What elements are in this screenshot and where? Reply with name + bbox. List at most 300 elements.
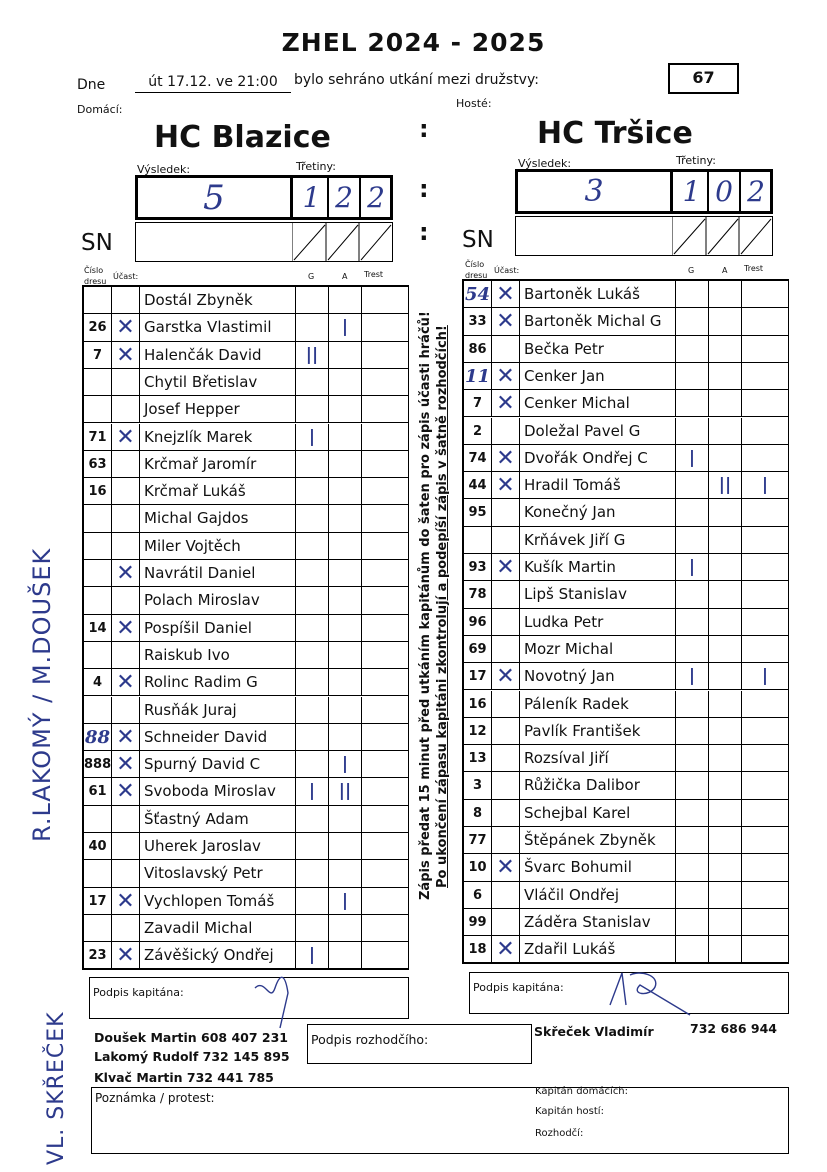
home-attendance-mark[interactable] bbox=[112, 287, 140, 314]
away-assists[interactable] bbox=[709, 527, 742, 554]
away-attendance-mark[interactable]: ✕ bbox=[492, 554, 520, 581]
home-attendance-mark[interactable]: ✕ bbox=[112, 888, 140, 915]
home-penalties[interactable] bbox=[362, 478, 409, 505]
away-player-name[interactable]: Cenker Jan bbox=[520, 363, 676, 390]
away-player-name[interactable]: Růžička Dalibor bbox=[520, 772, 676, 799]
home-penalties[interactable] bbox=[362, 697, 409, 724]
away-goals[interactable] bbox=[676, 772, 709, 799]
away-jersey-number[interactable]: 6 bbox=[464, 882, 492, 909]
away-assists[interactable] bbox=[709, 663, 742, 690]
home-assists[interactable] bbox=[329, 697, 362, 724]
away-penalties[interactable] bbox=[742, 609, 789, 636]
away-goals[interactable] bbox=[676, 418, 709, 445]
away-assists[interactable] bbox=[709, 281, 742, 308]
home-goals[interactable] bbox=[296, 806, 329, 833]
away-penalties[interactable] bbox=[742, 936, 789, 963]
home-assists[interactable] bbox=[329, 724, 362, 751]
home-penalties[interactable] bbox=[362, 314, 409, 341]
away-attendance-mark[interactable]: ✕ bbox=[492, 281, 520, 308]
home-goals[interactable] bbox=[296, 642, 329, 669]
away-attendance-mark[interactable] bbox=[492, 772, 520, 799]
home-player-name[interactable]: Uherek Jaroslav bbox=[140, 833, 296, 860]
away-penalties[interactable] bbox=[742, 882, 789, 909]
away-jersey-number[interactable]: 54 bbox=[464, 281, 492, 308]
home-attendance-mark[interactable]: ✕ bbox=[112, 669, 140, 696]
home-jersey-number[interactable]: 17 bbox=[84, 888, 112, 915]
away-player-name[interactable]: Doležal Pavel G bbox=[520, 418, 676, 445]
home-assists[interactable] bbox=[329, 806, 362, 833]
home-player-name[interactable]: Chytil Břetislav bbox=[140, 369, 296, 396]
away-penalties[interactable] bbox=[742, 418, 789, 445]
home-jersey-number[interactable] bbox=[84, 915, 112, 942]
home-goals[interactable] bbox=[296, 697, 329, 724]
home-assists[interactable] bbox=[329, 451, 362, 478]
home-attendance-mark[interactable] bbox=[112, 642, 140, 669]
home-player-name[interactable]: Svoboda Miroslav bbox=[140, 778, 296, 805]
home-attendance-mark[interactable] bbox=[112, 915, 140, 942]
away-goals[interactable] bbox=[676, 281, 709, 308]
home-player-name[interactable]: Raiskub Ivo bbox=[140, 642, 296, 669]
away-jersey-number[interactable]: 69 bbox=[464, 636, 492, 663]
away-jersey-number[interactable]: 33 bbox=[464, 308, 492, 335]
home-assists[interactable] bbox=[329, 533, 362, 560]
home-assists[interactable] bbox=[329, 369, 362, 396]
away-assists[interactable] bbox=[709, 308, 742, 335]
home-goals[interactable] bbox=[296, 314, 329, 341]
away-penalties[interactable] bbox=[742, 390, 789, 417]
away-attendance-mark[interactable] bbox=[492, 636, 520, 663]
away-assists[interactable] bbox=[709, 554, 742, 581]
home-penalties[interactable] bbox=[362, 560, 409, 587]
home-penalties[interactable] bbox=[362, 915, 409, 942]
away-assists[interactable]: || bbox=[709, 472, 742, 499]
away-goals[interactable] bbox=[676, 882, 709, 909]
away-goals[interactable]: | bbox=[676, 554, 709, 581]
away-player-name[interactable]: Bartoněk Michal G bbox=[520, 308, 676, 335]
away-penalties[interactable] bbox=[742, 499, 789, 526]
home-jersey-number[interactable] bbox=[84, 642, 112, 669]
home-jersey-number[interactable]: 63 bbox=[84, 451, 112, 478]
home-penalties[interactable] bbox=[362, 751, 409, 778]
away-penalties[interactable] bbox=[742, 281, 789, 308]
away-goals[interactable] bbox=[676, 854, 709, 881]
home-attendance-mark[interactable] bbox=[112, 533, 140, 560]
away-penalties[interactable] bbox=[742, 827, 789, 854]
home-player-name[interactable]: Závěšický Ondřej bbox=[140, 942, 296, 969]
home-assists[interactable] bbox=[329, 860, 362, 887]
away-penalties[interactable] bbox=[742, 636, 789, 663]
home-assists[interactable] bbox=[329, 587, 362, 614]
home-assists[interactable] bbox=[329, 642, 362, 669]
away-attendance-mark[interactable]: ✕ bbox=[492, 936, 520, 963]
home-player-name[interactable]: Krčmař Jaromír bbox=[140, 451, 296, 478]
away-goals[interactable] bbox=[676, 527, 709, 554]
away-jersey-number[interactable]: 3 bbox=[464, 772, 492, 799]
away-attendance-mark[interactable]: ✕ bbox=[492, 663, 520, 690]
away-player-name[interactable]: Bečka Petr bbox=[520, 336, 676, 363]
home-player-name[interactable]: Rolinc Radim G bbox=[140, 669, 296, 696]
home-goals[interactable] bbox=[296, 915, 329, 942]
away-player-name[interactable]: Vláčil Ondřej bbox=[520, 882, 676, 909]
away-attendance-mark[interactable]: ✕ bbox=[492, 390, 520, 417]
away-goals[interactable]: | bbox=[676, 663, 709, 690]
away-jersey-number[interactable]: 95 bbox=[464, 499, 492, 526]
away-player-name[interactable]: Záděra Stanislav bbox=[520, 909, 676, 936]
home-penalties[interactable] bbox=[362, 669, 409, 696]
away-jersey-number[interactable]: 17 bbox=[464, 663, 492, 690]
away-player-name[interactable]: Pavlík František bbox=[520, 718, 676, 745]
home-assists[interactable] bbox=[329, 342, 362, 369]
home-assists[interactable] bbox=[329, 478, 362, 505]
home-attendance-mark[interactable]: ✕ bbox=[112, 942, 140, 969]
away-penalties[interactable] bbox=[742, 581, 789, 608]
home-penalties[interactable] bbox=[362, 424, 409, 451]
away-player-name[interactable]: Ludka Petr bbox=[520, 609, 676, 636]
away-player-name[interactable]: Lipš Stanislav bbox=[520, 581, 676, 608]
home-player-name[interactable]: Vitoslavský Petr bbox=[140, 860, 296, 887]
away-assists[interactable] bbox=[709, 772, 742, 799]
home-penalties[interactable] bbox=[362, 778, 409, 805]
away-player-name[interactable]: Konečný Jan bbox=[520, 499, 676, 526]
away-player-name[interactable]: Rozsíval Jiří bbox=[520, 745, 676, 772]
away-player-name[interactable]: Cenker Michal bbox=[520, 390, 676, 417]
away-penalties[interactable] bbox=[742, 691, 789, 718]
home-player-name[interactable]: Dostál Zbyněk bbox=[140, 287, 296, 314]
away-player-name[interactable]: Páleník Radek bbox=[520, 691, 676, 718]
away-player-name[interactable]: Krňávek Jiří G bbox=[520, 527, 676, 554]
away-jersey-number[interactable]: 77 bbox=[464, 827, 492, 854]
home-assists[interactable] bbox=[329, 424, 362, 451]
away-assists[interactable] bbox=[709, 745, 742, 772]
away-penalties[interactable] bbox=[742, 800, 789, 827]
home-attendance-mark[interactable] bbox=[112, 369, 140, 396]
away-goals[interactable] bbox=[676, 336, 709, 363]
home-attendance-mark[interactable] bbox=[112, 806, 140, 833]
away-jersey-number[interactable]: 7 bbox=[464, 390, 492, 417]
home-assists[interactable]: || bbox=[329, 778, 362, 805]
away-attendance-mark[interactable]: ✕ bbox=[492, 472, 520, 499]
away-jersey-number[interactable]: 8 bbox=[464, 800, 492, 827]
home-player-name[interactable]: Knejzlík Marek bbox=[140, 424, 296, 451]
away-goals[interactable] bbox=[676, 745, 709, 772]
home-attendance-mark[interactable] bbox=[112, 587, 140, 614]
away-attendance-mark[interactable] bbox=[492, 609, 520, 636]
away-penalties[interactable]: | bbox=[742, 472, 789, 499]
away-attendance-mark[interactable] bbox=[492, 800, 520, 827]
away-assists[interactable] bbox=[709, 418, 742, 445]
away-jersey-number[interactable]: 13 bbox=[464, 745, 492, 772]
home-goals[interactable] bbox=[296, 587, 329, 614]
away-jersey-number[interactable]: 74 bbox=[464, 445, 492, 472]
home-penalties[interactable] bbox=[362, 451, 409, 478]
home-penalties[interactable] bbox=[362, 587, 409, 614]
home-assists[interactable] bbox=[329, 669, 362, 696]
home-goals[interactable] bbox=[296, 396, 329, 423]
home-penalties[interactable] bbox=[362, 369, 409, 396]
away-jersey-number[interactable]: 78 bbox=[464, 581, 492, 608]
home-assists[interactable] bbox=[329, 942, 362, 969]
home-penalties[interactable] bbox=[362, 287, 409, 314]
home-penalties[interactable] bbox=[362, 342, 409, 369]
away-attendance-mark[interactable]: ✕ bbox=[492, 308, 520, 335]
home-jersey-number[interactable] bbox=[84, 533, 112, 560]
away-penalties[interactable] bbox=[742, 745, 789, 772]
away-goals[interactable] bbox=[676, 827, 709, 854]
away-attendance-mark[interactable] bbox=[492, 336, 520, 363]
away-assists[interactable] bbox=[709, 581, 742, 608]
home-penalties[interactable] bbox=[362, 642, 409, 669]
away-jersey-number[interactable]: 44 bbox=[464, 472, 492, 499]
away-penalties[interactable] bbox=[742, 554, 789, 581]
home-jersey-number[interactable]: 888 bbox=[84, 751, 112, 778]
home-penalties[interactable] bbox=[362, 396, 409, 423]
away-player-name[interactable]: Zdařil Lukáš bbox=[520, 936, 676, 963]
away-jersey-number[interactable]: 12 bbox=[464, 718, 492, 745]
away-goals[interactable] bbox=[676, 909, 709, 936]
away-jersey-number[interactable]: 11 bbox=[464, 363, 492, 390]
home-jersey-number[interactable]: 71 bbox=[84, 424, 112, 451]
home-attendance-mark[interactable] bbox=[112, 833, 140, 860]
note-protest-box[interactable] bbox=[91, 1087, 789, 1154]
home-goals[interactable] bbox=[296, 751, 329, 778]
home-player-name[interactable]: Zavadil Michal bbox=[140, 915, 296, 942]
away-penalties[interactable] bbox=[742, 527, 789, 554]
home-assists[interactable]: | bbox=[329, 888, 362, 915]
away-attendance-mark[interactable] bbox=[492, 909, 520, 936]
away-attendance-mark[interactable] bbox=[492, 745, 520, 772]
away-player-name[interactable]: Švarc Bohumil bbox=[520, 854, 676, 881]
away-player-name[interactable]: Hradil Tomáš bbox=[520, 472, 676, 499]
home-player-name[interactable]: Garstka Vlastimil bbox=[140, 314, 296, 341]
home-assists[interactable] bbox=[329, 615, 362, 642]
away-penalties[interactable] bbox=[742, 909, 789, 936]
away-player-name[interactable]: Novotný Jan bbox=[520, 663, 676, 690]
away-jersey-number[interactable]: 93 bbox=[464, 554, 492, 581]
away-player-name[interactable]: Štěpánek Zbyněk bbox=[520, 827, 676, 854]
home-jersey-number[interactable] bbox=[84, 806, 112, 833]
home-goals[interactable] bbox=[296, 833, 329, 860]
home-attendance-mark[interactable] bbox=[112, 860, 140, 887]
away-goals[interactable] bbox=[676, 499, 709, 526]
home-assists[interactable] bbox=[329, 287, 362, 314]
home-jersey-number[interactable] bbox=[84, 396, 112, 423]
home-goals[interactable] bbox=[296, 669, 329, 696]
home-player-name[interactable]: Vychlopen Tomáš bbox=[140, 888, 296, 915]
home-goals[interactable] bbox=[296, 478, 329, 505]
home-assists[interactable] bbox=[329, 505, 362, 532]
home-attendance-mark[interactable]: ✕ bbox=[112, 615, 140, 642]
away-goals[interactable] bbox=[676, 718, 709, 745]
away-captain-signature-box[interactable] bbox=[469, 972, 789, 1014]
away-assists[interactable] bbox=[709, 827, 742, 854]
home-attendance-mark[interactable] bbox=[112, 697, 140, 724]
home-player-name[interactable]: Pospíšil Daniel bbox=[140, 615, 296, 642]
away-jersey-number[interactable]: 96 bbox=[464, 609, 492, 636]
home-assists[interactable]: | bbox=[329, 314, 362, 341]
home-jersey-number[interactable]: 16 bbox=[84, 478, 112, 505]
away-assists[interactable] bbox=[709, 691, 742, 718]
away-penalties[interactable] bbox=[742, 445, 789, 472]
away-assists[interactable] bbox=[709, 636, 742, 663]
home-goals[interactable] bbox=[296, 451, 329, 478]
home-jersey-number[interactable]: 23 bbox=[84, 942, 112, 969]
away-assists[interactable] bbox=[709, 800, 742, 827]
home-player-name[interactable]: Miler Vojtěch bbox=[140, 533, 296, 560]
home-jersey-number[interactable] bbox=[84, 587, 112, 614]
away-assists[interactable] bbox=[709, 499, 742, 526]
home-jersey-number[interactable]: 26 bbox=[84, 314, 112, 341]
away-attendance-mark[interactable] bbox=[492, 718, 520, 745]
away-assists[interactable] bbox=[709, 445, 742, 472]
home-attendance-mark[interactable]: ✕ bbox=[112, 424, 140, 451]
home-attendance-mark[interactable] bbox=[112, 505, 140, 532]
away-player-name[interactable]: Mozr Michal bbox=[520, 636, 676, 663]
home-attendance-mark[interactable] bbox=[112, 478, 140, 505]
away-penalties[interactable] bbox=[742, 718, 789, 745]
away-jersey-number[interactable]: 86 bbox=[464, 336, 492, 363]
home-player-name[interactable]: Navrátil Daniel bbox=[140, 560, 296, 587]
home-attendance-mark[interactable] bbox=[112, 396, 140, 423]
home-player-name[interactable]: Michal Gajdos bbox=[140, 505, 296, 532]
away-jersey-number[interactable]: 16 bbox=[464, 691, 492, 718]
away-assists[interactable] bbox=[709, 363, 742, 390]
away-assists[interactable] bbox=[709, 854, 742, 881]
home-penalties[interactable] bbox=[362, 724, 409, 751]
away-attendance-mark[interactable] bbox=[492, 827, 520, 854]
away-penalties[interactable] bbox=[742, 336, 789, 363]
away-jersey-number[interactable] bbox=[464, 527, 492, 554]
away-goals[interactable] bbox=[676, 691, 709, 718]
away-attendance-mark[interactable] bbox=[492, 691, 520, 718]
home-jersey-number[interactable]: 4 bbox=[84, 669, 112, 696]
home-penalties[interactable] bbox=[362, 942, 409, 969]
away-penalties[interactable] bbox=[742, 772, 789, 799]
away-attendance-mark[interactable] bbox=[492, 499, 520, 526]
away-player-name[interactable]: Schejbal Karel bbox=[520, 800, 676, 827]
away-goals[interactable] bbox=[676, 308, 709, 335]
home-jersey-number[interactable] bbox=[84, 560, 112, 587]
home-player-name[interactable]: Rusňák Juraj bbox=[140, 697, 296, 724]
home-jersey-number[interactable]: 88 bbox=[84, 724, 112, 751]
home-assists[interactable] bbox=[329, 560, 362, 587]
home-captain-signature-box[interactable] bbox=[89, 977, 409, 1019]
away-attendance-mark[interactable] bbox=[492, 527, 520, 554]
home-goals[interactable]: | bbox=[296, 778, 329, 805]
home-penalties[interactable] bbox=[362, 833, 409, 860]
home-jersey-number[interactable]: 7 bbox=[84, 342, 112, 369]
away-assists[interactable] bbox=[709, 936, 742, 963]
away-attendance-mark[interactable]: ✕ bbox=[492, 363, 520, 390]
away-player-name[interactable]: Bartoněk Lukáš bbox=[520, 281, 676, 308]
home-penalties[interactable] bbox=[362, 505, 409, 532]
away-goals[interactable] bbox=[676, 609, 709, 636]
home-goals[interactable] bbox=[296, 287, 329, 314]
home-player-name[interactable]: Halenčák David bbox=[140, 342, 296, 369]
home-penalties[interactable] bbox=[362, 615, 409, 642]
away-goals[interactable] bbox=[676, 472, 709, 499]
home-attendance-mark[interactable]: ✕ bbox=[112, 724, 140, 751]
home-goals[interactable] bbox=[296, 615, 329, 642]
home-attendance-mark[interactable]: ✕ bbox=[112, 560, 140, 587]
home-jersey-number[interactable] bbox=[84, 860, 112, 887]
home-goals[interactable]: || bbox=[296, 342, 329, 369]
home-assists[interactable] bbox=[329, 915, 362, 942]
home-jersey-number[interactable] bbox=[84, 369, 112, 396]
away-attendance-mark[interactable] bbox=[492, 418, 520, 445]
away-jersey-number[interactable]: 99 bbox=[464, 909, 492, 936]
away-goals[interactable] bbox=[676, 800, 709, 827]
home-player-name[interactable]: Spurný David C bbox=[140, 751, 296, 778]
away-attendance-mark[interactable] bbox=[492, 882, 520, 909]
home-attendance-mark[interactable]: ✕ bbox=[112, 778, 140, 805]
away-jersey-number[interactable]: 2 bbox=[464, 418, 492, 445]
home-goals[interactable] bbox=[296, 533, 329, 560]
away-attendance-mark[interactable]: ✕ bbox=[492, 445, 520, 472]
home-penalties[interactable] bbox=[362, 888, 409, 915]
home-assists[interactable] bbox=[329, 833, 362, 860]
away-player-name[interactable]: Kušík Martin bbox=[520, 554, 676, 581]
home-attendance-mark[interactable]: ✕ bbox=[112, 314, 140, 341]
away-goals[interactable] bbox=[676, 936, 709, 963]
home-attendance-mark[interactable] bbox=[112, 451, 140, 478]
home-jersey-number[interactable] bbox=[84, 505, 112, 532]
away-penalties[interactable] bbox=[742, 363, 789, 390]
home-goals[interactable]: | bbox=[296, 942, 329, 969]
referee-signature-box[interactable] bbox=[307, 1024, 532, 1064]
home-goals[interactable] bbox=[296, 888, 329, 915]
away-goals[interactable]: | bbox=[676, 445, 709, 472]
home-goals[interactable] bbox=[296, 369, 329, 396]
home-goals[interactable] bbox=[296, 860, 329, 887]
away-penalties[interactable]: | bbox=[742, 663, 789, 690]
home-penalties[interactable] bbox=[362, 806, 409, 833]
away-assists[interactable] bbox=[709, 390, 742, 417]
home-jersey-number[interactable]: 14 bbox=[84, 615, 112, 642]
away-assists[interactable] bbox=[709, 718, 742, 745]
home-player-name[interactable]: Šťastný Adam bbox=[140, 806, 296, 833]
home-player-name[interactable]: Josef Hepper bbox=[140, 396, 296, 423]
home-jersey-number[interactable]: 61 bbox=[84, 778, 112, 805]
away-goals[interactable] bbox=[676, 636, 709, 663]
away-jersey-number[interactable]: 18 bbox=[464, 936, 492, 963]
away-jersey-number[interactable]: 10 bbox=[464, 854, 492, 881]
home-assists[interactable] bbox=[329, 396, 362, 423]
home-jersey-number[interactable] bbox=[84, 287, 112, 314]
home-goals[interactable] bbox=[296, 724, 329, 751]
home-penalties[interactable] bbox=[362, 860, 409, 887]
away-assists[interactable] bbox=[709, 909, 742, 936]
away-player-name[interactable]: Dvořák Ondřej C bbox=[520, 445, 676, 472]
home-jersey-number[interactable]: 40 bbox=[84, 833, 112, 860]
home-assists[interactable]: | bbox=[329, 751, 362, 778]
away-goals[interactable] bbox=[676, 363, 709, 390]
home-attendance-mark[interactable]: ✕ bbox=[112, 342, 140, 369]
home-attendance-mark[interactable]: ✕ bbox=[112, 751, 140, 778]
home-jersey-number[interactable] bbox=[84, 697, 112, 724]
home-goals[interactable] bbox=[296, 560, 329, 587]
away-penalties[interactable] bbox=[742, 308, 789, 335]
away-assists[interactable] bbox=[709, 882, 742, 909]
home-goals[interactable]: | bbox=[296, 424, 329, 451]
home-player-name[interactable]: Schneider David bbox=[140, 724, 296, 751]
away-goals[interactable] bbox=[676, 581, 709, 608]
away-penalties[interactable] bbox=[742, 854, 789, 881]
home-penalties[interactable] bbox=[362, 533, 409, 560]
away-goals[interactable] bbox=[676, 390, 709, 417]
home-goals[interactable] bbox=[296, 505, 329, 532]
away-attendance-mark[interactable]: ✕ bbox=[492, 854, 520, 881]
home-player-name[interactable]: Krčmař Lukáš bbox=[140, 478, 296, 505]
